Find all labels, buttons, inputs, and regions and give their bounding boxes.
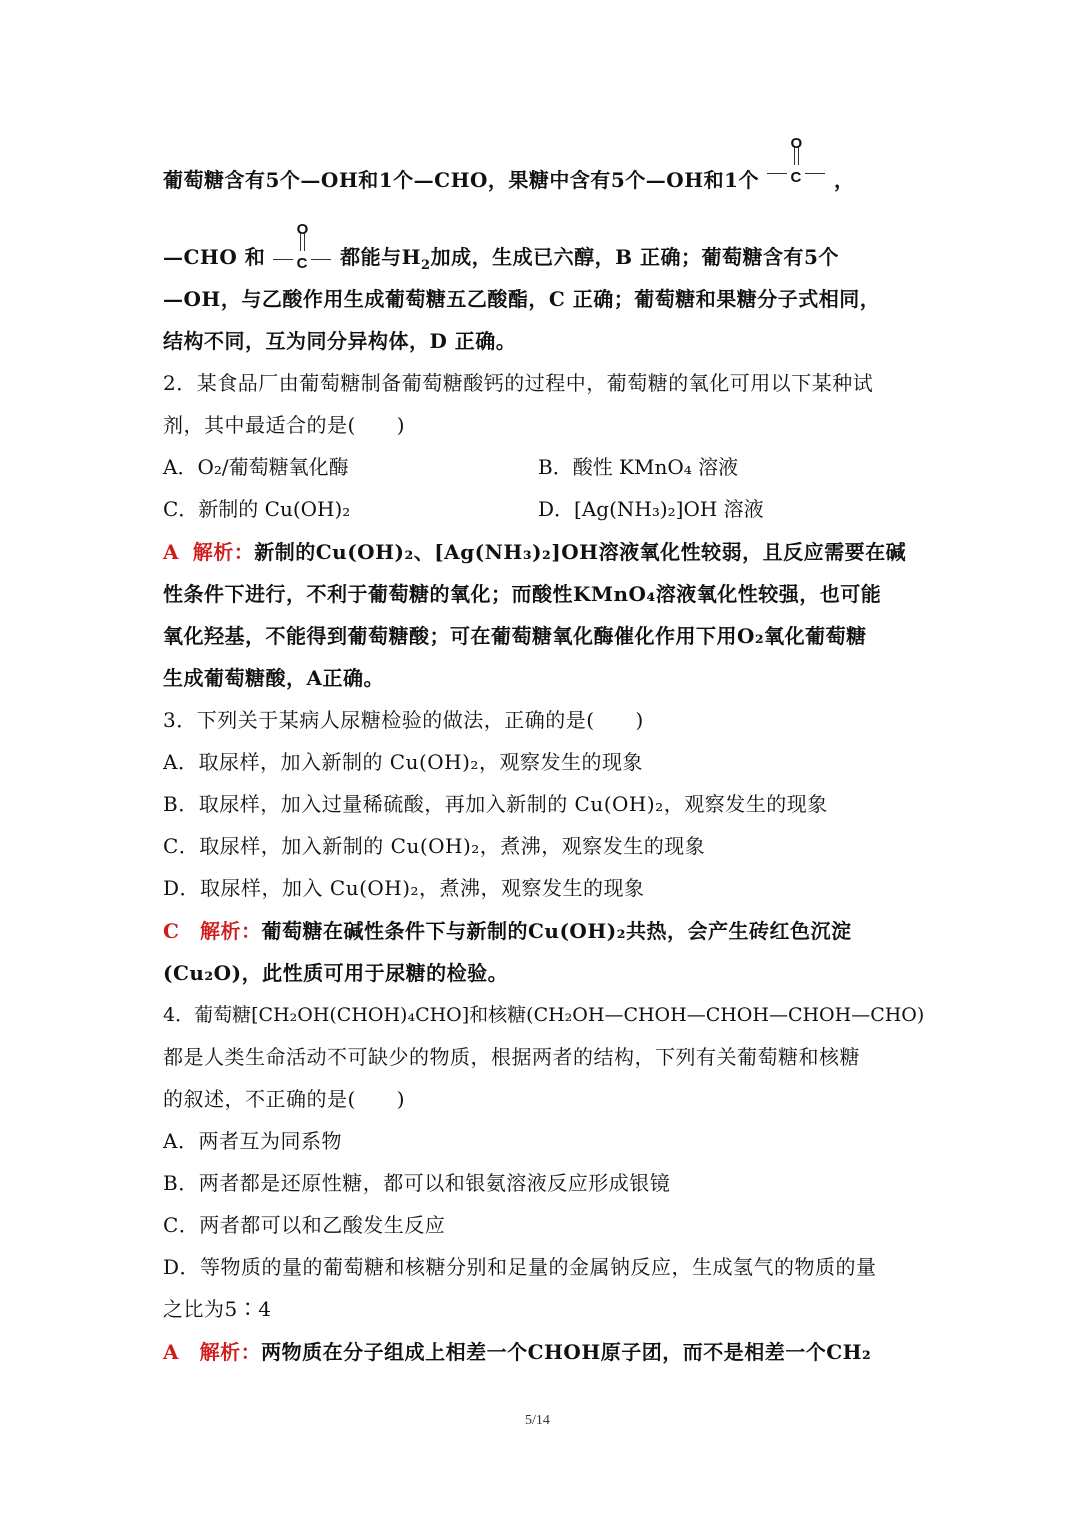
text-segment: ， bbox=[833, 168, 855, 192]
question-2-option-b: B．酸性 KMnO₄ 溶液 bbox=[538, 455, 739, 479]
carbon-atom: C bbox=[790, 169, 802, 186]
explanation-text: 新制的Cu(OH)₂、[Ag(NH₃)₂]OH溶液氧化性较弱，且反应需要在碱 bbox=[254, 540, 907, 564]
explanation-text: 两物质在分子组成上相差一个CHOH原子团，而不是相差一个CH₂ bbox=[261, 1340, 872, 1364]
carbon-atom: C bbox=[296, 255, 309, 272]
question-4-option-b: B．两者都是还原性糖，都可以和银氨溶液反应形成银镜 bbox=[163, 1171, 671, 1195]
question-2-option-a: A．O₂/葡萄糖氧化酶 bbox=[163, 455, 349, 479]
page-number: 5/14 bbox=[525, 1413, 550, 1428]
question-4-option-d: D．等物质的量的葡萄糖和核糖分别和足量的金属钠反应，生成氢气的物质的量 bbox=[163, 1255, 877, 1279]
answer-letter: A bbox=[163, 540, 180, 564]
question-3-option-b: B．取尿样，加入过量稀硫酸，再加入新制的 Cu(OH)₂，观察发生的现象 bbox=[163, 792, 828, 816]
question-3-explanation-1 bbox=[163, 916, 923, 946]
explanation-label: 解析： bbox=[199, 1340, 262, 1364]
question-4-stem-cont-2: 的叙述，不正确的是( ) bbox=[163, 1087, 406, 1111]
question-3-stem: 3．下列关于某病人尿糖检验的做法，正确的是( ) bbox=[163, 708, 644, 732]
question-2-stem: 2．某食品厂由葡萄糖制备葡萄糖酸钙的过程中，葡萄糖的氧化可用以下某种试 bbox=[163, 371, 874, 395]
answer-letter: C bbox=[163, 919, 180, 943]
question-3-explanation-2: (Cu₂O)，此性质可用于尿糖的检验。 bbox=[163, 961, 509, 985]
question-4-option-d-cont: 之比为5∶4 bbox=[163, 1297, 272, 1321]
explanation-line-2 bbox=[163, 221, 923, 281]
question-4-explanation-1 bbox=[163, 1337, 923, 1367]
right-bond bbox=[311, 259, 331, 260]
text-segment: 都能与H bbox=[340, 245, 422, 269]
question-2-stem-cont: 剂，其中最适合的是( ) bbox=[163, 413, 406, 437]
explanation-label: 解析： bbox=[200, 919, 262, 943]
question-2-explanation-3: 氧化羟基，不能得到葡萄糖酸；可在葡萄糖氧化酶催化作用下用O₂氧化葡萄糖 bbox=[163, 624, 867, 648]
carbonyl-structure bbox=[273, 221, 333, 281]
left-bond bbox=[767, 173, 787, 174]
question-3-option-d: D．取尿样，加入 Cu(OH)₂，煮沸，观察发生的现象 bbox=[163, 876, 645, 900]
question-4-option-c: C．两者都可以和乙酸发生反应 bbox=[163, 1213, 446, 1237]
carbonyl-structure bbox=[767, 135, 827, 195]
oxygen-atom: O bbox=[790, 135, 803, 152]
question-3-option-c: C．取尿样，加入新制的 Cu(OH)₂，煮沸，观察发生的现象 bbox=[163, 834, 706, 858]
text-segment: 加成，生成已六醇，B 正确；葡萄糖含有5个 bbox=[430, 245, 839, 269]
explanation-text: 葡萄糖在碱性条件下与新制的Cu(OH)₂共热，会产生砖红色沉淀 bbox=[261, 919, 852, 943]
question-2-option-d: D．[Ag(NH₃)₂]OH 溶液 bbox=[538, 497, 764, 521]
question-4-stem: 4．葡萄糖[CH₂OH(CHOH)₄CHO]和核糖(CH₂OH—CHOH—CHOH—CHOH—CHO) bbox=[163, 1004, 925, 1026]
text-segment: —CHO 和 bbox=[163, 245, 266, 269]
right-bond bbox=[805, 173, 825, 174]
text-segment: 葡萄糖含有5个—OH和1个—CHO，果糖中含有5个—OH和1个 bbox=[163, 168, 760, 192]
question-4-stem-cont-1: 都是人类生命活动不可缺少的物质，根据两者的结构，下列有关葡萄糖和核糖 bbox=[163, 1045, 860, 1069]
explanation-line-4: 结构不同，互为同分异构体，D 正确。 bbox=[163, 329, 517, 353]
answer-letter: A bbox=[163, 1340, 180, 1364]
explanation-line-3: —OH，与乙酸作用生成葡萄糖五乙酸酯，C 正确；葡萄糖和果糖分子式相同， bbox=[163, 287, 881, 311]
subscript: 2 bbox=[421, 258, 431, 273]
oxygen-atom: O bbox=[296, 221, 309, 238]
question-4-option-a: A．两者互为同系物 bbox=[163, 1129, 342, 1153]
left-bond bbox=[273, 259, 293, 260]
question-2-option-c: C．新制的 Cu(OH)₂ bbox=[163, 497, 351, 521]
question-2-explanation-4: 生成葡萄糖酸，A正确。 bbox=[163, 666, 385, 690]
question-2-explanation-1 bbox=[163, 537, 923, 567]
explanation-line-1 bbox=[163, 135, 923, 195]
question-3-option-a: A．取尿样，加入新制的 Cu(OH)₂，观察发生的现象 bbox=[163, 750, 643, 774]
question-2-explanation-2: 性条件下进行，不利于葡萄糖的氧化；而酸性KMnO₄溶液氧化性较强，也可能 bbox=[163, 582, 882, 606]
explanation-label: 解析： bbox=[192, 540, 255, 564]
